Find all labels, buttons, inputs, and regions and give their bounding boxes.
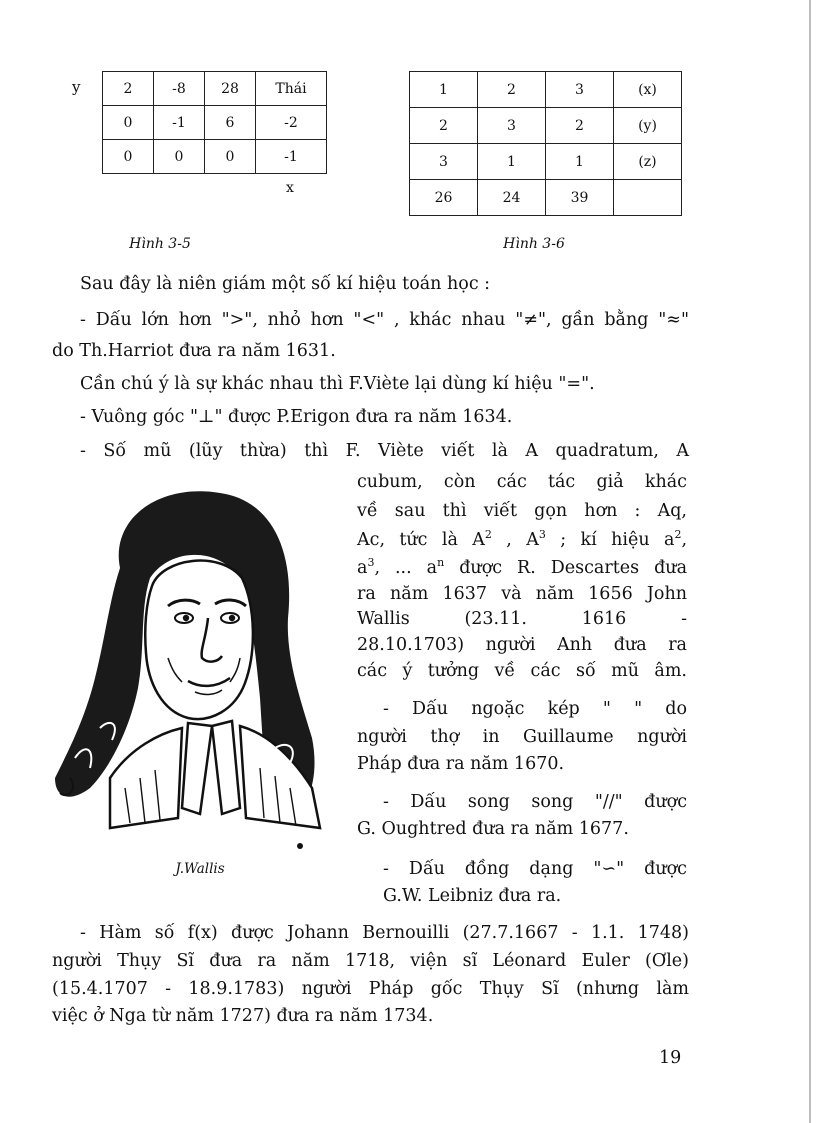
table-cell: -1	[154, 106, 205, 140]
table-cell: 2	[478, 72, 546, 108]
table-row	[410, 108, 682, 144]
table-cell: -1	[256, 140, 327, 174]
figure-3-5-caption: Hình 3-5	[129, 236, 191, 252]
table-cell: (z)	[614, 144, 682, 180]
table-cell: 1	[546, 144, 614, 180]
portrait-caption: J.Wallis	[175, 861, 225, 877]
paragraph-line: cubum, còn các tác giả khác	[357, 472, 687, 492]
paragraph-line: 28.10.1703) người Anh đưa ra	[357, 635, 687, 655]
paragraph-line: Ac, tức là $A^2$ , $A^3$ ; kí hiệu $a^2$,	[357, 528, 688, 550]
figure-3-5-x-label: x	[286, 180, 294, 196]
table-cell: 0	[103, 106, 154, 140]
paragraph-line: G.W. Leibniz đưa ra.	[383, 886, 562, 906]
table-cell	[614, 180, 682, 216]
table-cell: 0	[154, 140, 205, 174]
table-cell: 1	[410, 72, 478, 108]
paragraph-line: việc ở Nga từ năm 1727) đưa ra năm 1734.	[52, 1006, 434, 1026]
table-cell: -2	[256, 106, 327, 140]
page-edge-shadow	[809, 0, 811, 1123]
table-cell: 2	[546, 108, 614, 144]
table-cell: 1	[478, 144, 546, 180]
page-number: 19	[659, 1048, 682, 1068]
paragraph-line: các ý tưởng về các số mũ âm.	[357, 661, 687, 681]
table-cell: 3	[410, 144, 478, 180]
paragraph-line: - Hàm số f(x) được Johann Bernouilli (27.7.1667 - 1.1. 1748)	[80, 923, 689, 943]
table-cell: (y)	[614, 108, 682, 144]
table-cell: 39	[546, 180, 614, 216]
paragraph-line: Wallis (23.11. 1616 -	[357, 609, 687, 629]
paragraph-line: - Dấu song song "//" được	[383, 792, 687, 812]
figure-3-5-table	[102, 71, 327, 174]
table-row	[103, 106, 327, 140]
table-cell: 2	[103, 72, 154, 106]
paragraph-line: về sau thì viết gọn hơn : Aq,	[357, 501, 687, 521]
table-cell: 26	[410, 180, 478, 216]
paragraph-line: - Dấu ngoặc kép " " do	[383, 699, 687, 719]
figure-3-6-table	[409, 71, 682, 216]
table-row	[410, 144, 682, 180]
paragraph-line: người thợ in Guillaume người	[357, 727, 687, 747]
paragraph-line: $a^3$, ... $a^n$ được R. Descartes đưa	[357, 556, 688, 578]
table-row	[410, 180, 682, 216]
wallis-portrait	[50, 478, 340, 850]
table-cell: 0	[205, 140, 256, 174]
intro-line: Sau đây là niên giám một số kí hiệu toán học :	[80, 274, 491, 294]
figure-3-5-y-label: y	[72, 78, 81, 96]
paragraph-line: Pháp đưa ra năm 1670.	[357, 754, 565, 774]
paragraph-line: (15.4.1707 - 18.9.1783) người Pháp gốc Thụy Sĩ (nhưng làm	[52, 979, 689, 999]
paragraph-line: G. Oughtred đưa ra năm 1677.	[357, 819, 629, 839]
table-cell: (x)	[614, 72, 682, 108]
table-row	[103, 72, 327, 106]
table-cell: 28	[205, 72, 256, 106]
table-cell: 3	[478, 108, 546, 144]
paragraph-line: Cần chú ý là sự khác nhau thì F.Viète lại dùng kí hiệu "=".	[80, 374, 595, 394]
table-cell: 24	[478, 180, 546, 216]
table-cell: 0	[103, 140, 154, 174]
table-cell: -8	[154, 72, 205, 106]
figure-3-6-caption: Hình 3-6	[503, 236, 565, 252]
paragraph-line: - Vuông góc "⊥" được P.Erigon đưa ra năm 1634.	[80, 407, 513, 427]
table-cell: 2	[410, 108, 478, 144]
table-cell: 3	[546, 72, 614, 108]
paragraph-line: - Dấu đồng dạng "∽" được	[383, 859, 687, 879]
table-cell: Thái	[256, 72, 327, 106]
paragraph-line: - Số mũ (lũy thừa) thì F. Viète viết là A quadratum, A	[80, 441, 689, 461]
paragraph-line: - Dấu lớn hơn ">", nhỏ hơn "<" , khác nhau "≠", gần bằng "≈"	[80, 310, 689, 330]
table-row	[103, 140, 327, 174]
paragraph-line: do Th.Harriot đưa ra năm 1631.	[52, 341, 336, 361]
paragraph-line: người Thụy Sĩ đưa ra năm 1718, viện sĩ Léonard Euler (Ơle)	[52, 951, 689, 971]
paragraph-line: ra năm 1637 và năm 1656 John	[357, 584, 687, 604]
table-cell: 6	[205, 106, 256, 140]
table-row	[410, 72, 682, 108]
